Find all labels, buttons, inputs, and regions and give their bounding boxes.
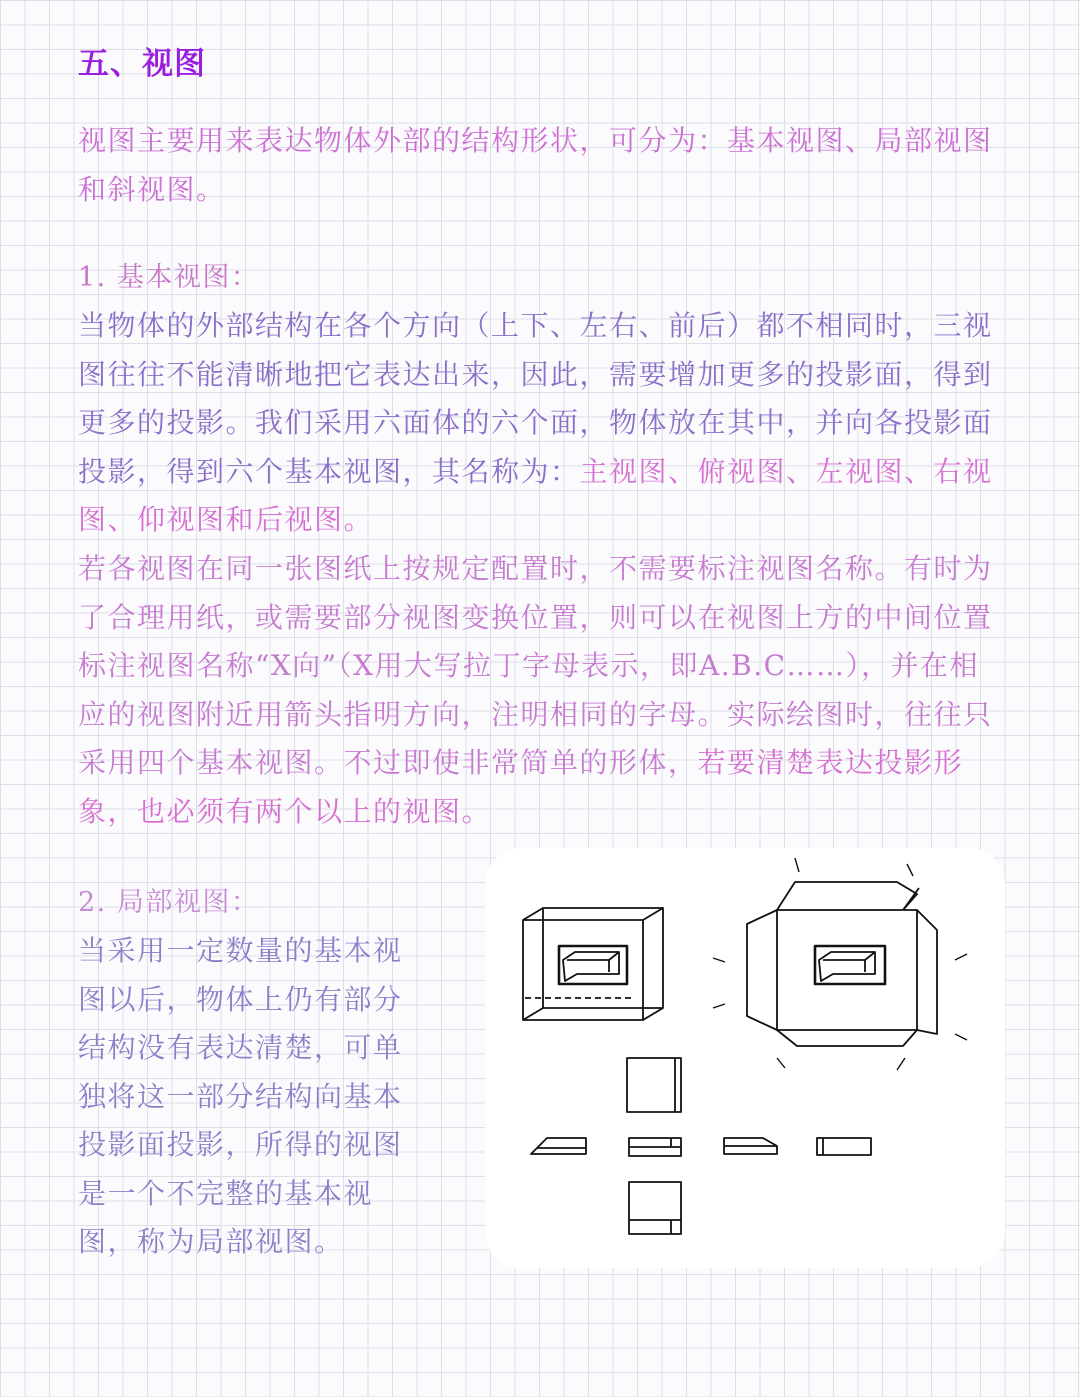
intro-paragraph: 视图主要用来表达物体外部的结构形状，可分为：基本视图、局部视图和斜视图。 [78, 124, 993, 206]
section-heading-basic-views: 1. 基本视图： [78, 262, 260, 293]
projection-figure [485, 848, 1005, 1268]
six-view-names: 主视图、俯视图、左视图、右视图、仰视图和后视图。 [78, 454, 993, 536]
section-heading-partial-views: 2. 局部视图： [78, 887, 260, 918]
unfolded-box-drawing [713, 858, 967, 1070]
view-arrangement-text: 若各视图在同一张图纸上按规定配置时，不需要标注视图名称。有时为了合理用纸，或需要部分视图变换位置，则可以在视图上方的中间位置标注视图名称“X向”（X用大写拉丁字母表示，即A.B.C……），并在相应的视图附近用箭头指明方向，注明相同的字母。实际绘图时，往往只采用四个基本视图。不过即使非常简单的形体， [78, 552, 993, 779]
projection-box-drawing [523, 908, 663, 1020]
two-views-requirement: 若要清楚表达投影形象，也必须有两个以上的视图。 [78, 746, 964, 828]
page-title: 五、视图 [78, 46, 206, 82]
basic-views-paragraph [78, 302, 998, 545]
view-arrangement-paragraph [78, 545, 998, 836]
basic-views-text: 当物体的外部结构在各个方向（上下、左右、前后）都不相同时，三视图往往不能清晰地把它表达出来，因此，需要增加更多的投影面，得到更多的投影。我们采用六面体的六个面，物体放在其中，并向各投影面投影，得到六个基本视图，其名称为： [78, 309, 993, 488]
partial-views-paragraph: 当采用一定数量的基本视图以后，物体上仍有部分结构没有表达清楚，可单独将这一部分结构向基本投影面投影，所得的视图是一个不完整的基本视图，称为局部视图。 [78, 934, 403, 1258]
six-basic-views-drawing [531, 1058, 871, 1234]
